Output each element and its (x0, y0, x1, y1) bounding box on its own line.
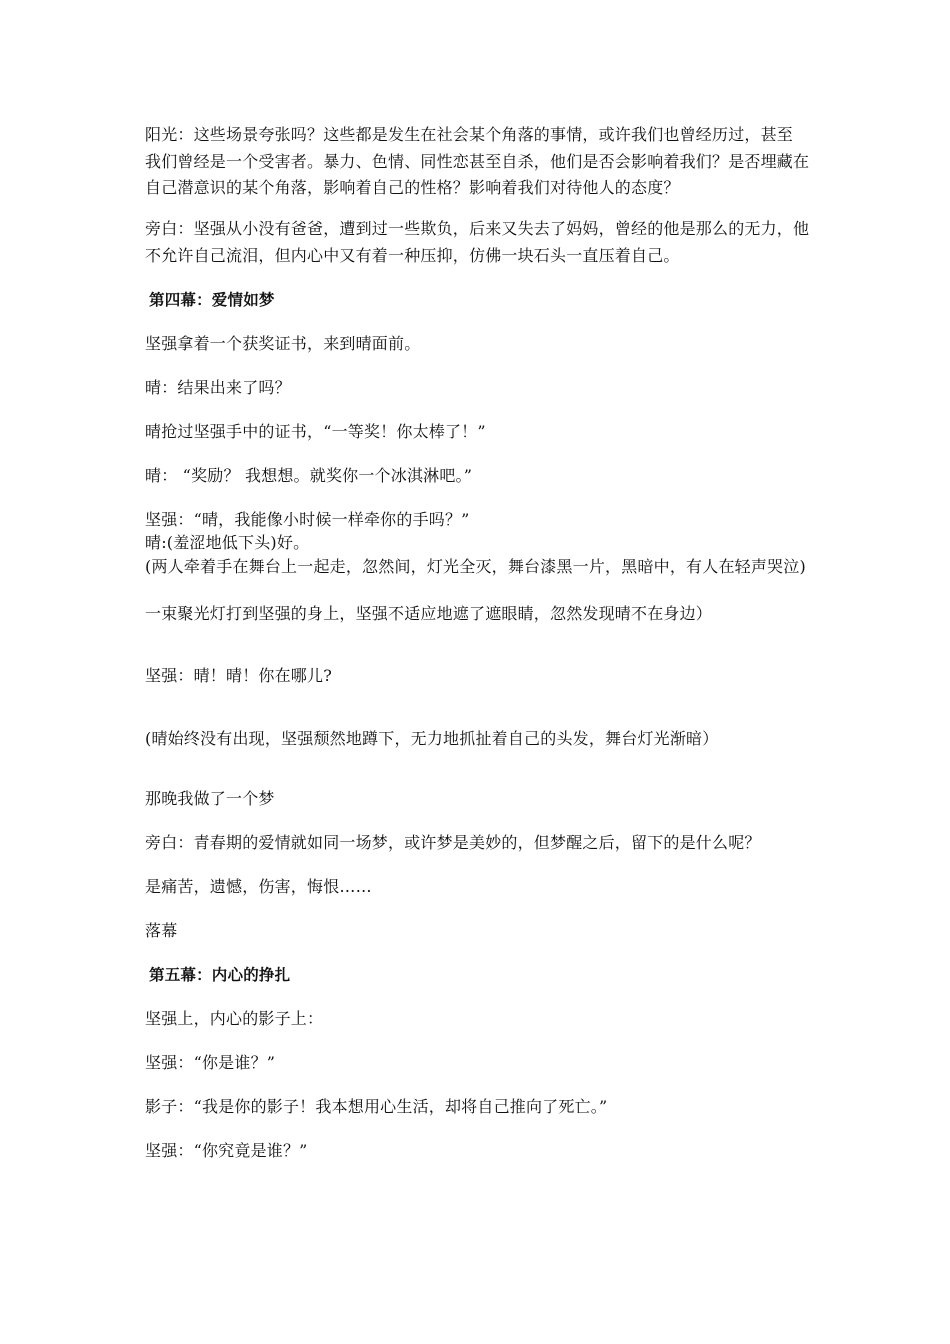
paragraph-line: 晴：结果出来了吗？ (145, 378, 291, 397)
paragraph-line: 坚强拿着一个获奖证书，来到晴面前。 (145, 334, 421, 353)
paragraph-line: 那晚我做了一个梦 (145, 789, 275, 808)
paragraph-line: 自己潜意识的某个角落，影响着自己的性格？影响着我们对待他人的态度？ (145, 178, 680, 197)
act-four-heading: 第四幕：爱情如梦 (149, 291, 275, 309)
paragraph-line: 晴:(羞涩地低下头)好。 (145, 533, 310, 552)
paragraph-line: 晴抢过坚强手中的证书，“一等奖！你太棒了！” (145, 422, 486, 441)
paragraph-line: 坚强：“你究竟是谁？” (145, 1141, 308, 1160)
paragraph-line: 我们曾经是一个受害者。暴力、色情、同性恋甚至自杀，他们是否会影响着我们？是否埋藏在 (145, 152, 810, 171)
paragraph-line: 是痛苦，遗憾，伤害，悔恨…… (145, 877, 372, 896)
paragraph-line: 坚强：晴！晴！你在哪儿? (145, 666, 332, 685)
paragraph-line: 坚强：“晴，我能像小时候一样牵你的手吗？” (145, 510, 470, 529)
paragraph-line: 不允许自己流泪，但内心中又有着一种压抑，仿佛一块石头一直压着自己。 (145, 246, 680, 265)
paragraph-line: 落幕 (145, 921, 178, 940)
paragraph-line: 阳光：这些场景夸张吗？这些都是发生在社会某个角落的事情，或许我们也曾经历过，甚至 (145, 125, 794, 144)
paragraph-line: (晴始终没有出现，坚强颓然地蹲下，无力地抓扯着自己的头发，舞台灯光渐暗） (145, 729, 719, 748)
paragraph-line: 旁白：坚强从小没有爸爸，遭到过一些欺负，后来又失去了妈妈，曾经的他是那么的无力，他 (145, 219, 810, 238)
act-five-heading: 第五幕：内心的挣扎 (149, 966, 291, 984)
paragraph-line: 坚强：“你是谁？” (145, 1053, 276, 1072)
paragraph-line: (两人牵着手在舞台上一起走，忽然间，灯光全灭，舞台漆黑一片，黑暗中，有人在轻声哭泣) (145, 557, 806, 576)
paragraph-line: 晴： “奖励？ 我想想。就奖你一个冰淇淋吧。” (145, 466, 473, 485)
paragraph-line: 坚强上，内心的影子上： (145, 1009, 324, 1028)
paragraph-line: 旁白：青春期的爱情就如同一场梦，或许梦是美妙的，但梦醒之后，留下的是什么呢？ (145, 833, 761, 852)
paragraph-line: 影子：“我是你的影子！我本想用心生活，却将自己推向了死亡。” (145, 1097, 608, 1116)
paragraph-line: 一束聚光灯打到坚强的身上，坚强不适应地遮了遮眼睛，忽然发现晴不在身边） (145, 604, 713, 623)
